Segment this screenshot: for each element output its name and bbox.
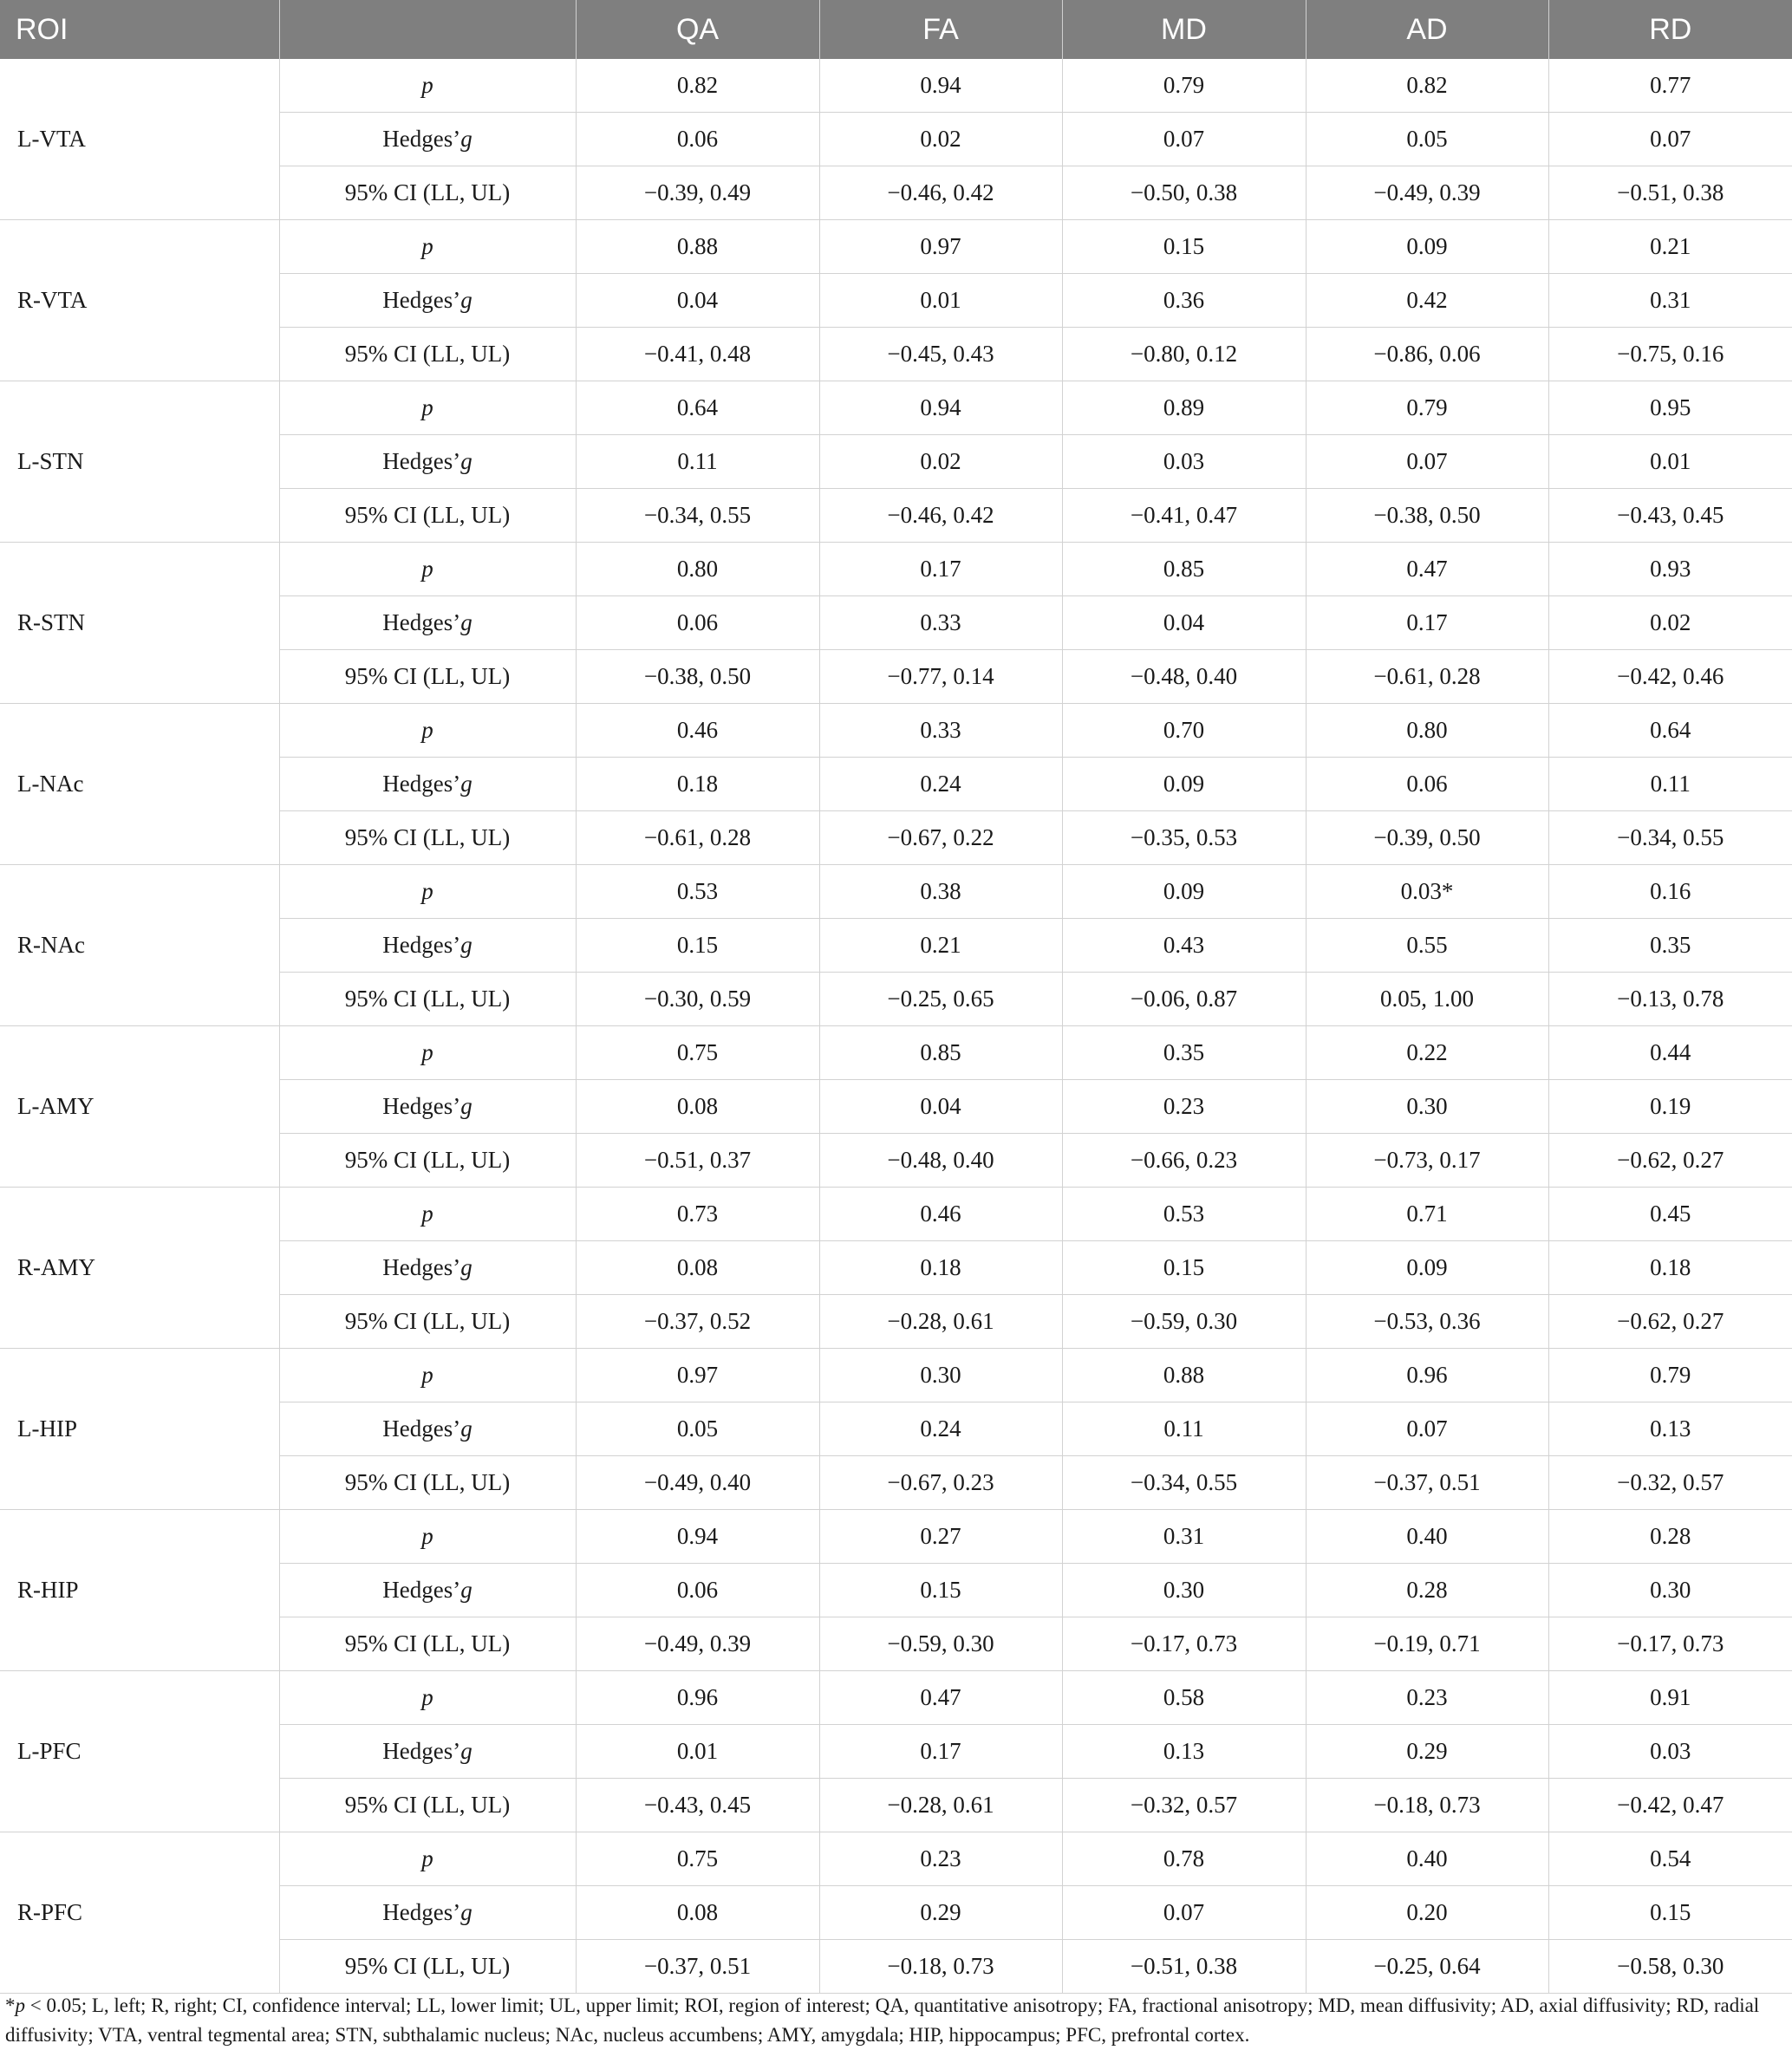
value-cell: 0.05, 1.00 xyxy=(1306,973,1548,1026)
value-cell: 0.47 xyxy=(819,1671,1062,1725)
value-cell: −0.28, 0.61 xyxy=(819,1779,1062,1832)
value-cell: −0.49, 0.39 xyxy=(576,1617,819,1671)
hedges-prefix: Hedges’ xyxy=(382,1899,461,1925)
table-row xyxy=(0,1188,1792,1241)
value-cell: 0.01 xyxy=(576,1725,819,1779)
value-cell: 0.27 xyxy=(819,1510,1062,1564)
value-cell: 0.80 xyxy=(1306,704,1548,758)
stat-label-hedges-g xyxy=(279,1402,576,1456)
value-cell: 0.01 xyxy=(819,274,1062,328)
table-footnote xyxy=(5,1991,1782,2050)
roi-cell: R-AMY xyxy=(0,1188,279,1349)
hedges-prefix: Hedges’ xyxy=(382,1415,461,1441)
value-cell: 0.07 xyxy=(1062,1886,1306,1940)
p-symbol: p xyxy=(421,1039,433,1065)
stat-label-hedges-g xyxy=(279,1564,576,1617)
value-cell: 0.82 xyxy=(1306,59,1548,113)
p-symbol: p xyxy=(421,1684,433,1710)
value-cell: 0.18 xyxy=(1548,1241,1792,1295)
value-cell: 0.21 xyxy=(819,919,1062,973)
stat-label-p xyxy=(279,59,576,113)
p-symbol: p xyxy=(421,233,433,259)
value-cell: 0.08 xyxy=(576,1241,819,1295)
value-cell: −0.25, 0.64 xyxy=(1306,1940,1548,1994)
value-cell: 0.15 xyxy=(1062,220,1306,274)
value-cell: 0.07 xyxy=(1306,435,1548,489)
value-cell: 0.79 xyxy=(1548,1349,1792,1402)
roi-cell: R-STN xyxy=(0,543,279,704)
value-cell: 0.24 xyxy=(819,758,1062,811)
value-cell: −0.49, 0.40 xyxy=(576,1456,819,1510)
value-cell: −0.38, 0.50 xyxy=(1306,489,1548,543)
value-cell: −0.06, 0.87 xyxy=(1062,973,1306,1026)
table-row xyxy=(0,220,1792,274)
value-cell: −0.48, 0.40 xyxy=(819,1134,1062,1188)
g-symbol: g xyxy=(460,932,472,958)
value-cell: −0.37, 0.51 xyxy=(576,1940,819,1994)
g-symbol: g xyxy=(460,448,472,474)
hedges-prefix: Hedges’ xyxy=(382,771,461,797)
value-cell: 0.64 xyxy=(576,381,819,435)
stat-label-hedges-g xyxy=(279,596,576,650)
p-symbol: p xyxy=(421,556,433,582)
stat-label-ci: 95% CI (LL, UL) xyxy=(279,1295,576,1349)
value-cell: 0.30 xyxy=(819,1349,1062,1402)
p-symbol: p xyxy=(421,72,433,98)
value-cell: 0.54 xyxy=(1548,1832,1792,1886)
stat-label-ci: 95% CI (LL, UL) xyxy=(279,1940,576,1994)
roi-cell: R-NAc xyxy=(0,865,279,1026)
value-cell: 0.70 xyxy=(1062,704,1306,758)
value-cell: 0.97 xyxy=(576,1349,819,1402)
g-symbol: g xyxy=(460,287,472,313)
g-symbol: g xyxy=(460,609,472,635)
value-cell: −0.46, 0.42 xyxy=(819,166,1062,220)
value-cell: 0.23 xyxy=(1062,1080,1306,1134)
value-cell: 0.04 xyxy=(819,1080,1062,1134)
value-cell: −0.59, 0.30 xyxy=(819,1617,1062,1671)
value-cell: 0.09 xyxy=(1062,865,1306,919)
value-cell: 0.11 xyxy=(1548,758,1792,811)
value-cell: 0.09 xyxy=(1062,758,1306,811)
value-cell: 0.24 xyxy=(819,1402,1062,1456)
stat-label-p xyxy=(279,1671,576,1725)
value-cell: 0.28 xyxy=(1548,1510,1792,1564)
value-cell: 0.71 xyxy=(1306,1188,1548,1241)
g-symbol: g xyxy=(460,1738,472,1764)
roi-cell: L-HIP xyxy=(0,1349,279,1510)
value-cell: 0.75 xyxy=(576,1832,819,1886)
p-symbol: p xyxy=(421,717,433,743)
value-cell: −0.53, 0.36 xyxy=(1306,1295,1548,1349)
value-cell: −0.42, 0.46 xyxy=(1548,650,1792,704)
value-cell: 0.04 xyxy=(1062,596,1306,650)
value-cell: −0.43, 0.45 xyxy=(576,1779,819,1832)
roi-cell: L-PFC xyxy=(0,1671,279,1832)
header-stat xyxy=(279,0,576,59)
value-cell: 0.08 xyxy=(576,1886,819,1940)
value-cell: −0.51, 0.38 xyxy=(1062,1940,1306,1994)
table-row xyxy=(0,1671,1792,1725)
value-cell: 0.29 xyxy=(819,1886,1062,1940)
roi-cell: L-NAc xyxy=(0,704,279,865)
value-cell: −0.28, 0.61 xyxy=(819,1295,1062,1349)
value-cell: 0.82 xyxy=(576,59,819,113)
p-symbol: p xyxy=(421,394,433,420)
value-cell: −0.49, 0.39 xyxy=(1306,166,1548,220)
table-row xyxy=(0,1510,1792,1564)
stat-label-ci: 95% CI (LL, UL) xyxy=(279,328,576,381)
footnote-marker: * xyxy=(5,1995,16,2016)
value-cell: 0.85 xyxy=(819,1026,1062,1080)
hedges-prefix: Hedges’ xyxy=(382,609,461,635)
stat-label-ci: 95% CI (LL, UL) xyxy=(279,811,576,865)
value-cell: 0.64 xyxy=(1548,704,1792,758)
roi-cell: L-AMY xyxy=(0,1026,279,1188)
value-cell: 0.23 xyxy=(819,1832,1062,1886)
value-cell: 0.89 xyxy=(1062,381,1306,435)
stat-label-p xyxy=(279,1832,576,1886)
value-cell: −0.38, 0.50 xyxy=(576,650,819,704)
stat-label-hedges-g xyxy=(279,274,576,328)
roi-cell: R-PFC xyxy=(0,1832,279,1994)
value-cell: 0.01 xyxy=(1548,435,1792,489)
stat-label-p xyxy=(279,1026,576,1080)
hedges-prefix: Hedges’ xyxy=(382,1577,461,1603)
value-cell: 0.93 xyxy=(1548,543,1792,596)
stat-label-hedges-g xyxy=(279,758,576,811)
g-symbol: g xyxy=(460,126,472,152)
value-cell: −0.75, 0.16 xyxy=(1548,328,1792,381)
g-symbol: g xyxy=(460,1577,472,1603)
value-cell: 0.30 xyxy=(1062,1564,1306,1617)
value-cell: 0.15 xyxy=(1062,1241,1306,1295)
value-cell: 0.45 xyxy=(1548,1188,1792,1241)
stat-label-ci: 95% CI (LL, UL) xyxy=(279,1617,576,1671)
value-cell: 0.29 xyxy=(1306,1725,1548,1779)
value-cell: 0.19 xyxy=(1548,1080,1792,1134)
value-cell: −0.34, 0.55 xyxy=(1062,1456,1306,1510)
stat-label-hedges-g xyxy=(279,1886,576,1940)
value-cell: −0.18, 0.73 xyxy=(1306,1779,1548,1832)
value-cell: 0.05 xyxy=(576,1402,819,1456)
value-cell: 0.75 xyxy=(576,1026,819,1080)
value-cell: 0.46 xyxy=(576,704,819,758)
value-cell: 0.11 xyxy=(576,435,819,489)
value-cell: 0.79 xyxy=(1062,59,1306,113)
header-fa: FA xyxy=(819,0,1062,59)
value-cell: 0.53 xyxy=(576,865,819,919)
value-cell: −0.39, 0.49 xyxy=(576,166,819,220)
value-cell: −0.48, 0.40 xyxy=(1062,650,1306,704)
value-cell: 0.35 xyxy=(1548,919,1792,973)
value-cell: 0.09 xyxy=(1306,1241,1548,1295)
hedges-prefix: Hedges’ xyxy=(382,1254,461,1280)
value-cell: −0.50, 0.38 xyxy=(1062,166,1306,220)
hedges-prefix: Hedges’ xyxy=(382,287,461,313)
roi-cell: R-VTA xyxy=(0,220,279,381)
stat-label-p xyxy=(279,543,576,596)
value-cell: 0.02 xyxy=(819,435,1062,489)
value-cell: −0.80, 0.12 xyxy=(1062,328,1306,381)
value-cell: 0.15 xyxy=(1548,1886,1792,1940)
value-cell: 0.15 xyxy=(819,1564,1062,1617)
g-symbol: g xyxy=(460,1254,472,1280)
g-symbol: g xyxy=(460,1899,472,1925)
value-cell: 0.55 xyxy=(1306,919,1548,973)
value-cell: −0.67, 0.23 xyxy=(819,1456,1062,1510)
g-symbol: g xyxy=(460,771,472,797)
value-cell: 0.06 xyxy=(1306,758,1548,811)
value-cell: 0.94 xyxy=(576,1510,819,1564)
stat-label-p xyxy=(279,1510,576,1564)
value-cell: 0.13 xyxy=(1062,1725,1306,1779)
value-cell: −0.51, 0.38 xyxy=(1548,166,1792,220)
value-cell: −0.58, 0.30 xyxy=(1548,1940,1792,1994)
value-cell: 0.06 xyxy=(576,1564,819,1617)
value-cell: 0.94 xyxy=(819,381,1062,435)
value-cell: 0.09 xyxy=(1306,220,1548,274)
value-cell: 0.02 xyxy=(1548,596,1792,650)
value-cell: −0.34, 0.55 xyxy=(576,489,819,543)
header-qa: QA xyxy=(576,0,819,59)
value-cell: 0.30 xyxy=(1548,1564,1792,1617)
value-cell: 0.97 xyxy=(819,220,1062,274)
value-cell: 0.07 xyxy=(1062,113,1306,166)
table-row xyxy=(0,704,1792,758)
value-cell: 0.23 xyxy=(1306,1671,1548,1725)
roi-cell: L-STN xyxy=(0,381,279,543)
table-row xyxy=(0,1349,1792,1402)
value-cell: 0.02 xyxy=(819,113,1062,166)
stat-label-hedges-g xyxy=(279,1241,576,1295)
value-cell: −0.59, 0.30 xyxy=(1062,1295,1306,1349)
value-cell: 0.13 xyxy=(1548,1402,1792,1456)
value-cell: −0.17, 0.73 xyxy=(1062,1617,1306,1671)
value-cell: 0.80 xyxy=(576,543,819,596)
value-cell: 0.44 xyxy=(1548,1026,1792,1080)
value-cell: 0.47 xyxy=(1306,543,1548,596)
header-roi: ROI xyxy=(0,0,279,59)
value-cell: 0.11 xyxy=(1062,1402,1306,1456)
value-cell: 0.07 xyxy=(1548,113,1792,166)
value-cell: −0.61, 0.28 xyxy=(1306,650,1548,704)
value-cell: 0.22 xyxy=(1306,1026,1548,1080)
value-cell: 0.21 xyxy=(1548,220,1792,274)
value-cell: 0.33 xyxy=(819,704,1062,758)
value-cell: 0.96 xyxy=(1306,1349,1548,1402)
stat-label-ci: 95% CI (LL, UL) xyxy=(279,166,576,220)
value-cell: 0.31 xyxy=(1062,1510,1306,1564)
value-cell: −0.37, 0.51 xyxy=(1306,1456,1548,1510)
table-row xyxy=(0,1026,1792,1080)
table-row xyxy=(0,543,1792,596)
value-cell: 0.94 xyxy=(819,59,1062,113)
footnote-text: < 0.05; L, left; R, right; CI, confidence interval; LL, lower limit; UL, upper limit; ROI, region of interest; QA, quantitative anisotropy; FA, fractional anisotropy; MD, mean diffusivity; AD, axial diffusivity; RD, radial diffusivity; VTA, ventral tegmental area; STN, subthalamic nucleus; NAc, nucleus accumbens; AMY, amygdala; HIP, hippocampus; PFC, prefrontal cortex. xyxy=(5,1995,1760,2046)
table-row xyxy=(0,381,1792,435)
stat-label-hedges-g xyxy=(279,919,576,973)
value-cell: 0.46 xyxy=(819,1188,1062,1241)
table-row xyxy=(0,1832,1792,1886)
value-cell: 0.91 xyxy=(1548,1671,1792,1725)
value-cell: 0.28 xyxy=(1306,1564,1548,1617)
value-cell: 0.40 xyxy=(1306,1510,1548,1564)
value-cell: −0.41, 0.47 xyxy=(1062,489,1306,543)
value-cell: 0.05 xyxy=(1306,113,1548,166)
value-cell: 0.17 xyxy=(819,543,1062,596)
header-ad: AD xyxy=(1306,0,1548,59)
value-cell: −0.42, 0.47 xyxy=(1548,1779,1792,1832)
value-cell: −0.37, 0.52 xyxy=(576,1295,819,1349)
value-cell: 0.58 xyxy=(1062,1671,1306,1725)
value-cell: −0.51, 0.37 xyxy=(576,1134,819,1188)
value-cell: 0.20 xyxy=(1306,1886,1548,1940)
table-row xyxy=(0,865,1792,919)
value-cell: −0.34, 0.55 xyxy=(1548,811,1792,865)
stat-label-p xyxy=(279,1188,576,1241)
value-cell: −0.73, 0.17 xyxy=(1306,1134,1548,1188)
value-cell: 0.43 xyxy=(1062,919,1306,973)
value-cell: 0.06 xyxy=(576,596,819,650)
value-cell: 0.88 xyxy=(576,220,819,274)
value-cell: −0.86, 0.06 xyxy=(1306,328,1548,381)
footnote-p-symbol: p xyxy=(15,1995,25,2016)
roi-cell: L-VTA xyxy=(0,59,279,220)
value-cell: −0.62, 0.27 xyxy=(1548,1134,1792,1188)
roi-cell: R-HIP xyxy=(0,1510,279,1671)
value-cell: −0.13, 0.78 xyxy=(1548,973,1792,1026)
stat-label-ci: 95% CI (LL, UL) xyxy=(279,489,576,543)
value-cell: 0.07 xyxy=(1306,1402,1548,1456)
table-row xyxy=(0,59,1792,113)
stat-label-ci: 95% CI (LL, UL) xyxy=(279,650,576,704)
value-cell: 0.03 xyxy=(1062,435,1306,489)
value-cell: −0.32, 0.57 xyxy=(1548,1456,1792,1510)
stat-label-p xyxy=(279,1349,576,1402)
hedges-prefix: Hedges’ xyxy=(382,932,461,958)
value-cell: 0.42 xyxy=(1306,274,1548,328)
value-cell: −0.67, 0.22 xyxy=(819,811,1062,865)
value-cell: −0.35, 0.53 xyxy=(1062,811,1306,865)
value-cell: 0.17 xyxy=(819,1725,1062,1779)
value-cell: 0.38 xyxy=(819,865,1062,919)
value-cell: 0.79 xyxy=(1306,381,1548,435)
stat-label-hedges-g xyxy=(279,113,576,166)
p-symbol: p xyxy=(421,1845,433,1871)
stat-label-hedges-g xyxy=(279,1725,576,1779)
header-row xyxy=(0,0,1792,59)
stat-label-hedges-g xyxy=(279,435,576,489)
value-cell: 0.18 xyxy=(819,1241,1062,1295)
header-md: MD xyxy=(1062,0,1306,59)
value-cell: 0.36 xyxy=(1062,274,1306,328)
value-cell: −0.66, 0.23 xyxy=(1062,1134,1306,1188)
value-cell: 0.53 xyxy=(1062,1188,1306,1241)
value-cell: −0.39, 0.50 xyxy=(1306,811,1548,865)
value-cell: 0.30 xyxy=(1306,1080,1548,1134)
stat-label-hedges-g xyxy=(279,1080,576,1134)
value-cell: −0.19, 0.71 xyxy=(1306,1617,1548,1671)
stat-label-ci: 95% CI (LL, UL) xyxy=(279,1456,576,1510)
hedges-prefix: Hedges’ xyxy=(382,448,461,474)
stat-label-ci: 95% CI (LL, UL) xyxy=(279,1779,576,1832)
g-symbol: g xyxy=(460,1093,472,1119)
value-cell: 0.15 xyxy=(576,919,819,973)
stat-label-p xyxy=(279,381,576,435)
value-cell: −0.61, 0.28 xyxy=(576,811,819,865)
value-cell: 0.73 xyxy=(576,1188,819,1241)
value-cell: −0.43, 0.45 xyxy=(1548,489,1792,543)
stat-label-ci: 95% CI (LL, UL) xyxy=(279,1134,576,1188)
stat-label-ci: 95% CI (LL, UL) xyxy=(279,973,576,1026)
value-cell: 0.95 xyxy=(1548,381,1792,435)
p-symbol: p xyxy=(421,1201,433,1227)
value-cell: 0.04 xyxy=(576,274,819,328)
hedges-prefix: Hedges’ xyxy=(382,1093,461,1119)
value-cell: 0.78 xyxy=(1062,1832,1306,1886)
value-cell: 0.35 xyxy=(1062,1026,1306,1080)
value-cell: −0.41, 0.48 xyxy=(576,328,819,381)
hedges-prefix: Hedges’ xyxy=(382,1738,461,1764)
value-cell: −0.45, 0.43 xyxy=(819,328,1062,381)
p-symbol: p xyxy=(421,1523,433,1549)
value-cell: 0.08 xyxy=(576,1080,819,1134)
value-cell: −0.25, 0.65 xyxy=(819,973,1062,1026)
stat-label-p xyxy=(279,220,576,274)
table-body xyxy=(0,59,1792,1994)
value-cell: 0.88 xyxy=(1062,1349,1306,1402)
stat-label-p xyxy=(279,865,576,919)
header-rd: RD xyxy=(1548,0,1792,59)
value-cell: 0.16 xyxy=(1548,865,1792,919)
value-cell: −0.17, 0.73 xyxy=(1548,1617,1792,1671)
g-symbol: g xyxy=(460,1415,472,1441)
p-symbol: p xyxy=(421,1362,433,1388)
value-cell: −0.62, 0.27 xyxy=(1548,1295,1792,1349)
value-cell: 0.18 xyxy=(576,758,819,811)
hedges-prefix: Hedges’ xyxy=(382,126,461,152)
value-cell: 0.33 xyxy=(819,596,1062,650)
value-cell: 0.31 xyxy=(1548,274,1792,328)
value-cell: 0.03* xyxy=(1306,865,1548,919)
p-symbol: p xyxy=(421,878,433,904)
value-cell: 0.40 xyxy=(1306,1832,1548,1886)
value-cell: 0.03 xyxy=(1548,1725,1792,1779)
value-cell: 0.85 xyxy=(1062,543,1306,596)
value-cell: −0.32, 0.57 xyxy=(1062,1779,1306,1832)
stat-label-p xyxy=(279,704,576,758)
value-cell: 0.06 xyxy=(576,113,819,166)
value-cell: −0.30, 0.59 xyxy=(576,973,819,1026)
value-cell: −0.46, 0.42 xyxy=(819,489,1062,543)
value-cell: 0.96 xyxy=(576,1671,819,1725)
value-cell: 0.17 xyxy=(1306,596,1548,650)
value-cell: −0.18, 0.73 xyxy=(819,1940,1062,1994)
value-cell: −0.77, 0.14 xyxy=(819,650,1062,704)
value-cell: 0.77 xyxy=(1548,59,1792,113)
